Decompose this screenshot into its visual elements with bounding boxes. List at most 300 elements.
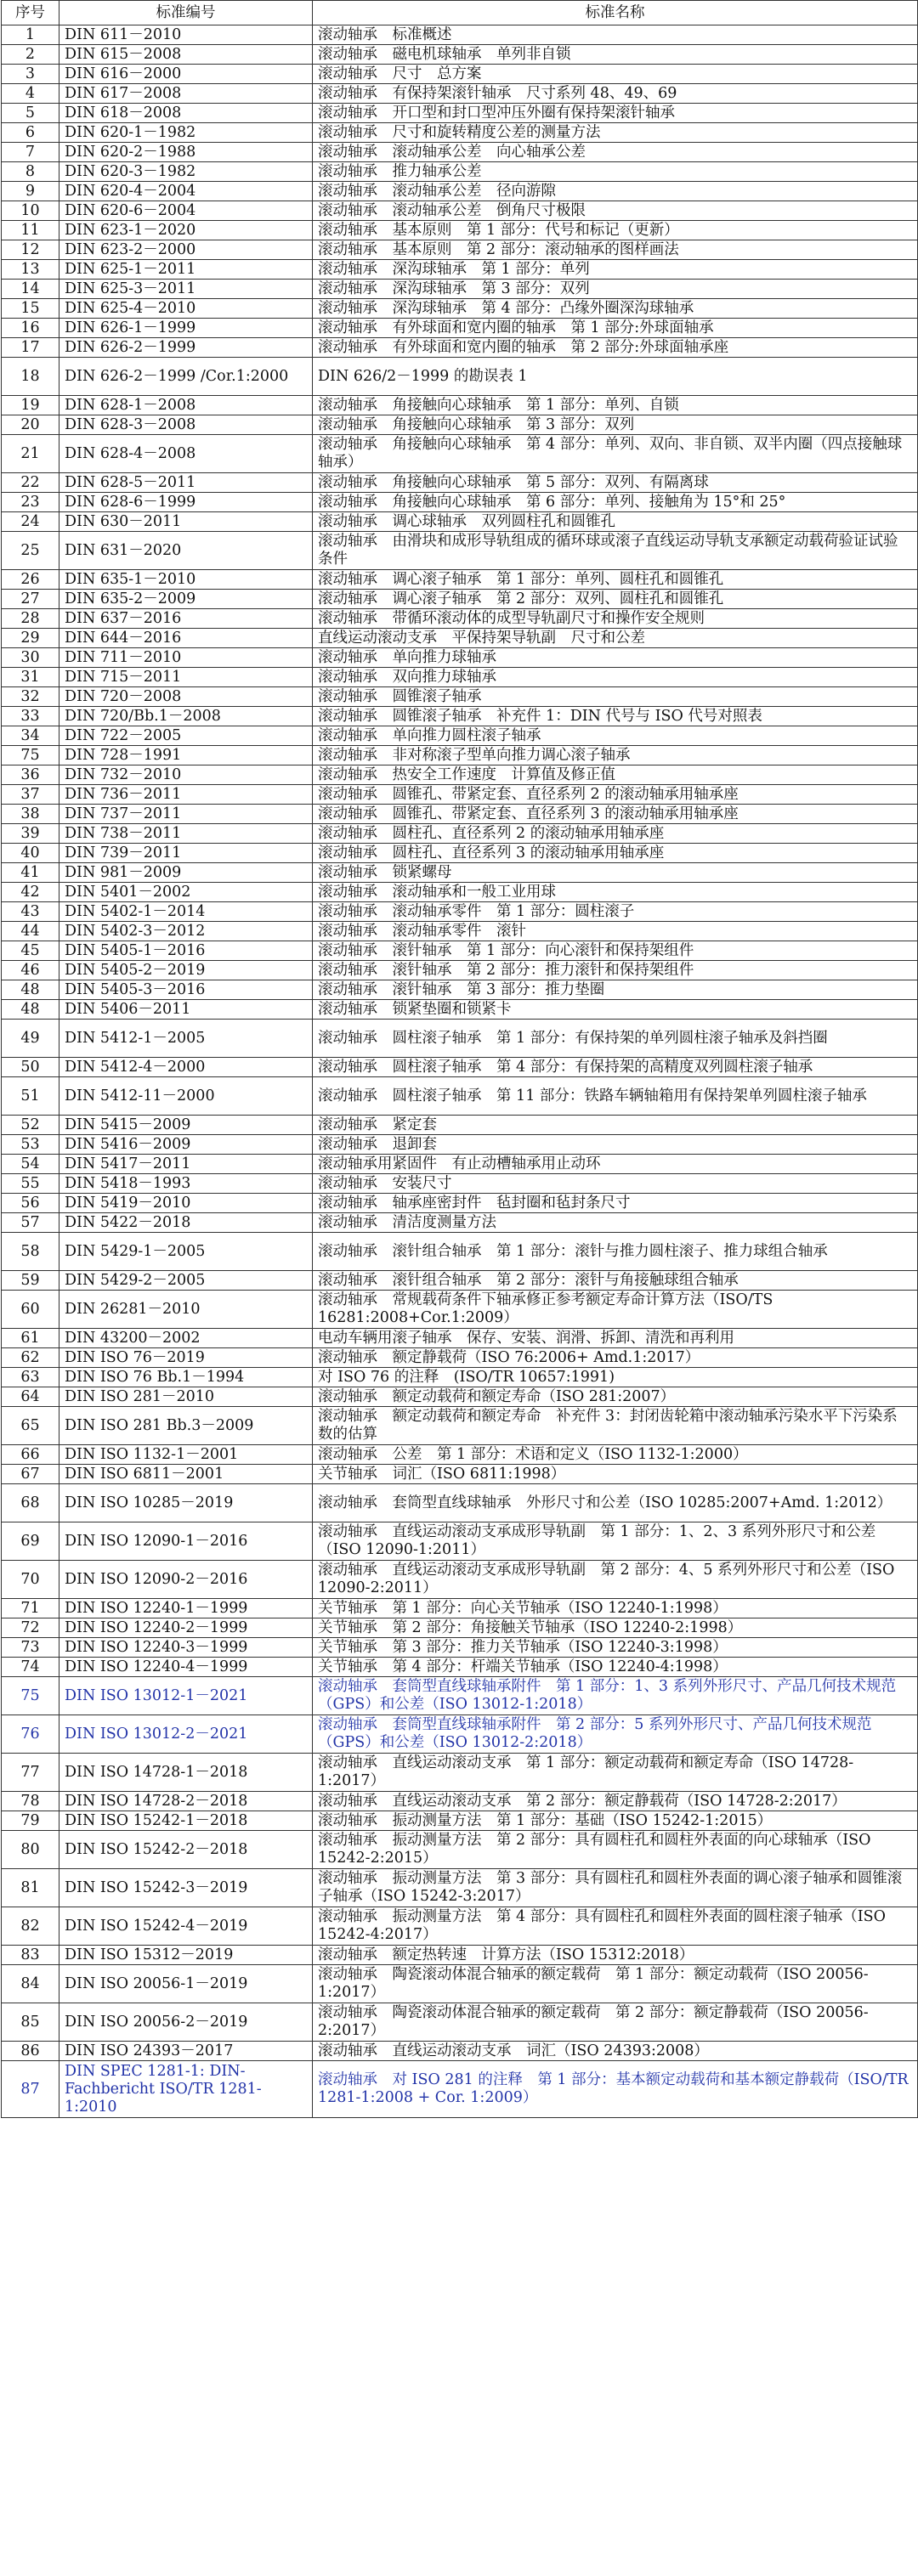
row-name: 滚动轴承 开口型和封口型冲压外圈有保持架滚针轴承 [313, 104, 918, 123]
table-row [2, 2003, 918, 2042]
row-name: 滚动轴承 由滑块和成形导轨组成的循环球或滚子直线运动导轨支承额定动载荷验证试验条件 [313, 532, 918, 570]
row-code: DIN 5429-1－2005 [60, 1233, 313, 1271]
table-body [2, 25, 918, 2118]
row-name: 滚动轴承 角接触向心球轴承 第 1 部分：单列、自锁 [313, 396, 918, 415]
row-code: DIN ISO 76－2019 [60, 1348, 313, 1368]
row-name: 滚动轴承 退卸套 [313, 1135, 918, 1155]
row-code: DIN ISO 12240-4－1999 [60, 1658, 313, 1677]
row-code: DIN 630－2011 [60, 512, 313, 532]
row-name: 滚动轴承 角接触向心球轴承 第 3 部分：双列 [313, 415, 918, 435]
row-seq: 8 [2, 162, 60, 182]
table-row [2, 240, 918, 260]
header-name: 标准名称 [313, 1, 918, 25]
row-name: 滚动轴承 磁电机球轴承 单列非自锁 [313, 45, 918, 65]
row-name: 滚动轴承 深沟球轴承 第 3 部分：双列 [313, 280, 918, 299]
row-code: DIN 628-4－2008 [60, 435, 313, 473]
row-seq: 75 [2, 746, 60, 765]
table-row [2, 435, 918, 473]
table-row [2, 1677, 918, 1715]
row-name: 滚动轴承 套筒型直线球轴承附件 第 2 部分：5 系列外形尺寸、产品几何技术规范（GPS）和公差（ISO 13012-2:2018） [313, 1715, 918, 1754]
table-row [2, 104, 918, 123]
table-row [2, 1638, 918, 1658]
row-name: 滚动轴承 角接触向心球轴承 第 5 部分：双列、有隔离球 [313, 473, 918, 493]
row-name: 关节轴承 第 1 部分：向心关节轴承（ISO 12240-1:1998） [313, 1599, 918, 1618]
row-code: DIN 620-3－1982 [60, 162, 313, 182]
row-code: DIN ISO 1132-1－2001 [60, 1445, 313, 1465]
row-code: DIN 732－2010 [60, 765, 313, 785]
row-seq: 14 [2, 280, 60, 299]
row-seq: 72 [2, 1618, 60, 1638]
row-seq: 85 [2, 2003, 60, 2042]
row-seq: 81 [2, 1869, 60, 1907]
row-code: DIN 644－2016 [60, 629, 313, 648]
row-code: DIN 620-4－2004 [60, 182, 313, 201]
table-row [2, 1754, 918, 1792]
table-row [2, 512, 918, 532]
row-seq: 7 [2, 143, 60, 162]
row-seq: 60 [2, 1291, 60, 1329]
row-seq: 80 [2, 1831, 60, 1869]
row-name: 滚动轴承 套筒型直线球轴承附件 第 1 部分：1、3 系列外形尺寸、产品几何技术规范（GPS）和公差（ISO 13012-1:2018） [313, 1677, 918, 1715]
row-seq: 13 [2, 260, 60, 280]
table-row [2, 1965, 918, 2003]
table-row [2, 260, 918, 280]
row-seq: 17 [2, 338, 60, 358]
row-seq: 26 [2, 570, 60, 590]
row-code: DIN 618－2008 [60, 104, 313, 123]
table-row [2, 1291, 918, 1329]
table-row [2, 1831, 918, 1869]
table-row [2, 1658, 918, 1677]
row-seq: 37 [2, 785, 60, 805]
row-code: DIN 628-5－2011 [60, 473, 313, 493]
row-code: DIN 5412-1－2005 [60, 1020, 313, 1058]
row-code: DIN 738－2011 [60, 824, 313, 844]
table-row [2, 84, 918, 104]
row-seq: 82 [2, 1907, 60, 1946]
header-row [2, 1, 918, 25]
row-code: DIN 737－2011 [60, 805, 313, 824]
row-seq: 40 [2, 844, 60, 863]
row-seq: 5 [2, 104, 60, 123]
row-code: DIN 5402-3－2012 [60, 922, 313, 941]
row-name: 滚动轴承 振动测量方法 第 1 部分：基础（ISO 15242-1:2015） [313, 1811, 918, 1831]
row-seq: 71 [2, 1599, 60, 1618]
table-row [2, 1368, 918, 1387]
row-code: DIN 628-6－1999 [60, 493, 313, 512]
row-code: DIN ISO 12090-2－2016 [60, 1561, 313, 1599]
row-code: DIN 620-1－1982 [60, 123, 313, 143]
row-seq: 36 [2, 765, 60, 785]
row-seq: 51 [2, 1077, 60, 1116]
row-name: 滚动轴承 滚动轴承和一般工业用球 [313, 883, 918, 902]
row-seq: 57 [2, 1213, 60, 1233]
table-row [2, 65, 918, 84]
row-seq: 20 [2, 415, 60, 435]
row-name: 滚动轴承 尺寸 总方案 [313, 65, 918, 84]
row-code: DIN ISO 6811－2001 [60, 1465, 313, 1484]
row-name: 滚动轴承 角接触向心球轴承 第 6 部分：单列、接触角为 15°和 25° [313, 493, 918, 512]
row-name: 滚动轴承 尺寸和旋转精度公差的测量方法 [313, 123, 918, 143]
row-name: 滚动轴承 振动测量方法 第 4 部分：具有圆柱孔和圆柱外表面的圆柱滚子轴承（ISO 15242-4:2017） [313, 1907, 918, 1946]
row-seq: 75 [2, 1677, 60, 1715]
row-seq: 87 [2, 2061, 60, 2118]
row-seq: 24 [2, 512, 60, 532]
row-name: DIN 626/2－1999 的勘误表 1 [313, 358, 918, 396]
row-seq: 38 [2, 805, 60, 824]
row-seq: 1 [2, 25, 60, 45]
row-name: 滚动轴承 滚动轴承零件 滚针 [313, 922, 918, 941]
table-row [2, 1618, 918, 1638]
row-code: DIN ISO 15312－2019 [60, 1946, 313, 1965]
row-code: DIN ISO 13012-2－2021 [60, 1715, 313, 1754]
row-name: 滚动轴承 调心球轴承 双列圆柱孔和圆锥孔 [313, 512, 918, 532]
row-seq: 27 [2, 590, 60, 609]
row-name: 滚动轴承 圆锥滚子轴承 [313, 687, 918, 707]
row-name: 滚动轴承 陶瓷滚动体混合轴承的额定载荷 第 2 部分：额定静载荷（ISO 20056-2:2017） [313, 2003, 918, 2042]
row-code: DIN 628-3－2008 [60, 415, 313, 435]
table-row [2, 1811, 918, 1831]
row-name: 滚动轴承 角接触向心球轴承 第 4 部分：单列、双向、非自锁、双半内圈（四点接触球轴承） [313, 435, 918, 473]
row-code: DIN 5402-1－2014 [60, 902, 313, 922]
table-row [2, 609, 918, 629]
row-name: 滚动轴承 滚针轴承 第 3 部分：推力垫圈 [313, 980, 918, 1000]
row-code: DIN 625-1－2011 [60, 260, 313, 280]
table-row [2, 358, 918, 396]
row-name: 关节轴承 第 3 部分：推力关节轴承（ISO 12240-3:1998） [313, 1638, 918, 1658]
row-name: 滚动轴承 滚动轴承公差 向心轴承公差 [313, 143, 918, 162]
row-name: 滚动轴承 额定热转速 计算方法（ISO 15312:2018） [313, 1946, 918, 1965]
row-code: DIN 720－2008 [60, 687, 313, 707]
row-code: DIN ISO 24393－2017 [60, 2042, 313, 2061]
table-row [2, 1946, 918, 1965]
row-seq: 55 [2, 1174, 60, 1194]
table-row [2, 1155, 918, 1174]
row-name: 滚动轴承 调心滚子轴承 第 1 部分：单列、圆柱孔和圆锥孔 [313, 570, 918, 590]
row-name: 滚动轴承用紧固件 有止动槽轴承用止动环 [313, 1155, 918, 1174]
header-seq: 序号 [2, 1, 60, 25]
row-seq: 21 [2, 435, 60, 473]
table-row [2, 201, 918, 221]
row-seq: 19 [2, 396, 60, 415]
row-code: DIN 625-3－2011 [60, 280, 313, 299]
table-row [2, 415, 918, 435]
row-name: 滚动轴承 振动测量方法 第 2 部分：具有圆柱孔和圆柱外表面的向心球轴承（ISO 15242-2:2015） [313, 1831, 918, 1869]
table-row [2, 396, 918, 415]
row-seq: 79 [2, 1811, 60, 1831]
row-name: 滚动轴承 额定动载荷和额定寿命 补充件 3：封闭齿轮箱中滚动轴承污染水平下污染系数的估算 [313, 1407, 918, 1445]
row-code: DIN 26281－2010 [60, 1291, 313, 1329]
row-code: DIN 5418－1993 [60, 1174, 313, 1194]
table-row [2, 668, 918, 687]
table-row [2, 746, 918, 765]
row-code: DIN ISO 281 Bb.3－2009 [60, 1407, 313, 1445]
row-code: DIN 5415－2009 [60, 1116, 313, 1135]
table-row [2, 1715, 918, 1754]
table-row [2, 1194, 918, 1213]
row-seq: 61 [2, 1329, 60, 1348]
row-name: 关节轴承 第 2 部分：角接触关节轴承（ISO 12240-2:1998） [313, 1618, 918, 1638]
table-row [2, 844, 918, 863]
row-seq: 59 [2, 1271, 60, 1291]
row-seq: 4 [2, 84, 60, 104]
row-name: 滚动轴承 有外球面和宽内圈的轴承 第 1 部分:外球面轴承 [313, 319, 918, 338]
table-row [2, 726, 918, 746]
row-name: 滚动轴承 锁紧垫圈和锁紧卡 [313, 1000, 918, 1020]
row-seq: 30 [2, 648, 60, 668]
table-row [2, 883, 918, 902]
row-code: DIN ISO 15242-4－2019 [60, 1907, 313, 1946]
table-row [2, 221, 918, 240]
row-name: 滚动轴承 锁紧螺母 [313, 863, 918, 883]
row-name: 滚动轴承 基本原则 第 2 部分：滚动轴承的图样画法 [313, 240, 918, 260]
row-name: 滚动轴承 非对称滚子型单向推力调心滚子轴承 [313, 746, 918, 765]
row-seq: 41 [2, 863, 60, 883]
table-row [2, 1869, 918, 1907]
table-row [2, 863, 918, 883]
table-row [2, 493, 918, 512]
row-code: DIN 5412-11－2000 [60, 1077, 313, 1116]
row-seq: 65 [2, 1407, 60, 1445]
row-seq: 58 [2, 1233, 60, 1271]
table-row [2, 1135, 918, 1155]
standards-table [1, 0, 918, 2118]
row-name: 滚动轴承 紧定套 [313, 1116, 918, 1135]
row-code: DIN 715－2011 [60, 668, 313, 687]
table-row [2, 45, 918, 65]
row-code: DIN 623-2－2000 [60, 240, 313, 260]
table-row [2, 1484, 918, 1522]
table-row [2, 785, 918, 805]
row-name: 滚动轴承 推力轴承公差 [313, 162, 918, 182]
row-seq: 42 [2, 883, 60, 902]
row-code: DIN 615－2008 [60, 45, 313, 65]
table-row [2, 1329, 918, 1348]
row-seq: 10 [2, 201, 60, 221]
row-name: 滚动轴承 热安全工作速度 计算值及修正值 [313, 765, 918, 785]
row-seq: 77 [2, 1754, 60, 1792]
row-code: DIN 620-6－2004 [60, 201, 313, 221]
row-code: DIN ISO 12240-2－1999 [60, 1618, 313, 1638]
row-code: DIN 5419－2010 [60, 1194, 313, 1213]
table-row [2, 1000, 918, 1020]
row-seq: 43 [2, 902, 60, 922]
row-name: 滚动轴承 基本原则 第 1 部分：代号和标记（更新） [313, 221, 918, 240]
row-seq: 33 [2, 707, 60, 726]
row-name: 滚动轴承 带循环滚动体的成型导轨副尺寸和操作安全规则 [313, 609, 918, 629]
row-code: DIN 43200－2002 [60, 1329, 313, 1348]
table-row [2, 143, 918, 162]
table-row [2, 1792, 918, 1811]
row-name: 滚动轴承 额定动载荷和额定寿命（ISO 281:2007） [313, 1387, 918, 1407]
row-code: DIN ISO 14728-2－2018 [60, 1792, 313, 1811]
row-code: DIN 635-1－2010 [60, 570, 313, 590]
table-row [2, 1116, 918, 1135]
table-row [2, 1058, 918, 1077]
row-code: DIN ISO 13012-1－2021 [60, 1677, 313, 1715]
row-code: DIN 626-2－1999 [60, 338, 313, 358]
table-row [2, 532, 918, 570]
row-seq: 74 [2, 1658, 60, 1677]
row-seq: 32 [2, 687, 60, 707]
row-seq: 50 [2, 1058, 60, 1077]
row-name: 滚动轴承 滚动轴承公差 倒角尺寸极限 [313, 201, 918, 221]
row-code: DIN 5405-1－2016 [60, 941, 313, 961]
row-code: DIN 722－2005 [60, 726, 313, 746]
row-seq: 86 [2, 2042, 60, 2061]
table-row [2, 2061, 918, 2118]
table-row [2, 280, 918, 299]
row-name: 滚动轴承 圆锥滚子轴承 补充件 1：DIN 代号与 ISO 代号对照表 [313, 707, 918, 726]
row-seq: 18 [2, 358, 60, 396]
row-seq: 16 [2, 319, 60, 338]
row-code: DIN ISO 281－2010 [60, 1387, 313, 1407]
table-row [2, 902, 918, 922]
row-code: DIN 635-2－2009 [60, 590, 313, 609]
row-seq: 44 [2, 922, 60, 941]
row-code: DIN 5429-2－2005 [60, 1271, 313, 1291]
row-seq: 49 [2, 1020, 60, 1058]
table-row [2, 1561, 918, 1599]
row-code: DIN ISO 15242-2－2018 [60, 1831, 313, 1869]
row-seq: 78 [2, 1792, 60, 1811]
row-seq: 22 [2, 473, 60, 493]
row-code: DIN 720/Bb.1－2008 [60, 707, 313, 726]
row-code: DIN 5422－2018 [60, 1213, 313, 1233]
row-name: 滚动轴承 滚针轴承 第 2 部分：推力滚针和保持架组件 [313, 961, 918, 980]
row-code: DIN ISO 15242-3－2019 [60, 1869, 313, 1907]
row-seq: 15 [2, 299, 60, 319]
row-name: 关节轴承 第 4 部分：杆端关节轴承（ISO 12240-4:1998） [313, 1658, 918, 1677]
row-name: 滚动轴承 陶瓷滚动体混合轴承的额定载荷 第 1 部分：额定动载荷（ISO 20056-1:2017） [313, 1965, 918, 2003]
row-name: 滚动轴承 调心滚子轴承 第 2 部分：双列、圆柱孔和圆锥孔 [313, 590, 918, 609]
row-seq: 66 [2, 1445, 60, 1465]
row-name: 滚动轴承 清洁度测量方法 [313, 1213, 918, 1233]
row-seq: 67 [2, 1465, 60, 1484]
table-row [2, 338, 918, 358]
row-name: 滚动轴承 深沟球轴承 第 1 部分：单列 [313, 260, 918, 280]
table-row [2, 590, 918, 609]
row-code: DIN 617－2008 [60, 84, 313, 104]
table-row [2, 941, 918, 961]
table-row [2, 922, 918, 941]
row-code: DIN ISO 10285－2019 [60, 1484, 313, 1522]
row-seq: 29 [2, 629, 60, 648]
table-row [2, 980, 918, 1000]
row-seq: 69 [2, 1522, 60, 1561]
header-code: 标准编号 [60, 1, 313, 25]
row-name: 滚动轴承 双向推力球轴承 [313, 668, 918, 687]
row-name: 滚动轴承 振动测量方法 第 3 部分：具有圆柱孔和圆柱外表面的调心滚子轴承和圆锥滚子轴承（ISO 15242-3:2017） [313, 1869, 918, 1907]
table-row [2, 1020, 918, 1058]
row-name: 滚动轴承 直线运动滚动支承 第 2 部分：额定静载荷（ISO 14728-2:2017） [313, 1792, 918, 1811]
row-code: DIN ISO 15242-1－2018 [60, 1811, 313, 1831]
table-row [2, 1174, 918, 1194]
table-row [2, 570, 918, 590]
table-row [2, 162, 918, 182]
row-code: DIN 616－2000 [60, 65, 313, 84]
row-seq: 64 [2, 1387, 60, 1407]
row-name: 滚动轴承 圆柱孔、直径系列 3 的滚动轴承用轴承座 [313, 844, 918, 863]
row-seq: 84 [2, 1965, 60, 2003]
table-row [2, 765, 918, 785]
row-code: DIN 5401－2002 [60, 883, 313, 902]
row-code: DIN 626-2－1999 /Cor.1:2000 [60, 358, 313, 396]
table-row [2, 1407, 918, 1445]
row-code: DIN ISO 12240-1－1999 [60, 1599, 313, 1618]
row-name: 滚动轴承 套筒型直线球轴承 外形尺寸和公差（ISO 10285:2007+Amd. 1:2012） [313, 1484, 918, 1522]
row-seq: 56 [2, 1194, 60, 1213]
row-name: 滚动轴承 有保持架滚针轴承 尺寸系列 48、49、69 [313, 84, 918, 104]
row-seq: 70 [2, 1561, 60, 1599]
row-seq: 54 [2, 1155, 60, 1174]
row-seq: 46 [2, 961, 60, 980]
row-code: DIN 628-1－2008 [60, 396, 313, 415]
row-code: DIN ISO 76 Bb.1－1994 [60, 1368, 313, 1387]
table-row [2, 1907, 918, 1946]
row-name: 滚动轴承 单向推力圆柱滚子轴承 [313, 726, 918, 746]
row-seq: 31 [2, 668, 60, 687]
row-code: DIN 5417－2011 [60, 1155, 313, 1174]
row-name: 滚动轴承 额定静载荷（ISO 76:2006+ Amd.1:2017） [313, 1348, 918, 1368]
row-name: 滚动轴承 圆柱滚子轴承 第 11 部分：铁路车辆轴箱用有保持架单列圆柱滚子轴承 [313, 1077, 918, 1116]
row-name: 滚动轴承 常规载荷条件下轴承修正参考额定寿命计算方法（ISO/TS 16281:2008+Cor.1:2009） [313, 1291, 918, 1329]
row-name: 滚动轴承 滚针组合轴承 第 1 部分：滚针与推力圆柱滚子、推力球组合轴承 [313, 1233, 918, 1271]
row-seq: 28 [2, 609, 60, 629]
table-row [2, 648, 918, 668]
row-code: DIN 620-2－1988 [60, 143, 313, 162]
row-name: 滚动轴承 标准概述 [313, 25, 918, 45]
row-seq: 68 [2, 1484, 60, 1522]
row-name: 滚动轴承 轴承座密封件 毡封圈和毡封条尺寸 [313, 1194, 918, 1213]
table-row [2, 182, 918, 201]
row-name: 滚动轴承 对 ISO 281 的注释 第 1 部分：基本额定动载荷和基本额定静载荷（ISO/TR 1281-1:2008 + Cor. 1:2009） [313, 2061, 918, 2118]
row-code: DIN 611－2010 [60, 25, 313, 45]
table-row [2, 961, 918, 980]
table-row [2, 299, 918, 319]
row-seq: 12 [2, 240, 60, 260]
row-seq: 6 [2, 123, 60, 143]
row-code: DIN 637－2016 [60, 609, 313, 629]
row-code: DIN 736－2011 [60, 785, 313, 805]
row-code: DIN 623-1－2020 [60, 221, 313, 240]
row-code: DIN 5406－2011 [60, 1000, 313, 1020]
row-code: DIN 711－2010 [60, 648, 313, 668]
table-row [2, 629, 918, 648]
row-name: 滚动轴承 有外球面和宽内圈的轴承 第 2 部分:外球面轴承座 [313, 338, 918, 358]
row-code: DIN 5405-2－2019 [60, 961, 313, 980]
table-row [2, 1445, 918, 1465]
row-name: 滚动轴承 单向推力球轴承 [313, 648, 918, 668]
row-name: 滚动轴承 滚动轴承零件 第 1 部分：圆柱滚子 [313, 902, 918, 922]
row-name: 对 ISO 76 的注释 (ISO/TR 10657:1991) [313, 1368, 918, 1387]
row-name: 滚动轴承 圆柱孔、直径系列 2 的滚动轴承用轴承座 [313, 824, 918, 844]
table-row [2, 2042, 918, 2061]
row-name: 滚动轴承 直线运动滚动支承 第 1 部分：额定动载荷和额定寿命（ISO 14728-1:2017） [313, 1754, 918, 1792]
row-name: 滚动轴承 直线运动滚动支承成形导轨副 第 1 部分：1、2、3 系列外形尺寸和公差（ISO 12090-1:2011） [313, 1522, 918, 1561]
row-seq: 73 [2, 1638, 60, 1658]
row-name: 滚动轴承 圆锥孔、带紧定套、直径系列 2 的滚动轴承用轴承座 [313, 785, 918, 805]
table-row [2, 473, 918, 493]
row-seq: 25 [2, 532, 60, 570]
row-seq: 2 [2, 45, 60, 65]
row-seq: 83 [2, 1946, 60, 1965]
table-row [2, 1465, 918, 1484]
table-row [2, 1213, 918, 1233]
row-code: DIN ISO 12240-3－1999 [60, 1638, 313, 1658]
row-code: DIN ISO 20056-2－2019 [60, 2003, 313, 2042]
row-seq: 9 [2, 182, 60, 201]
